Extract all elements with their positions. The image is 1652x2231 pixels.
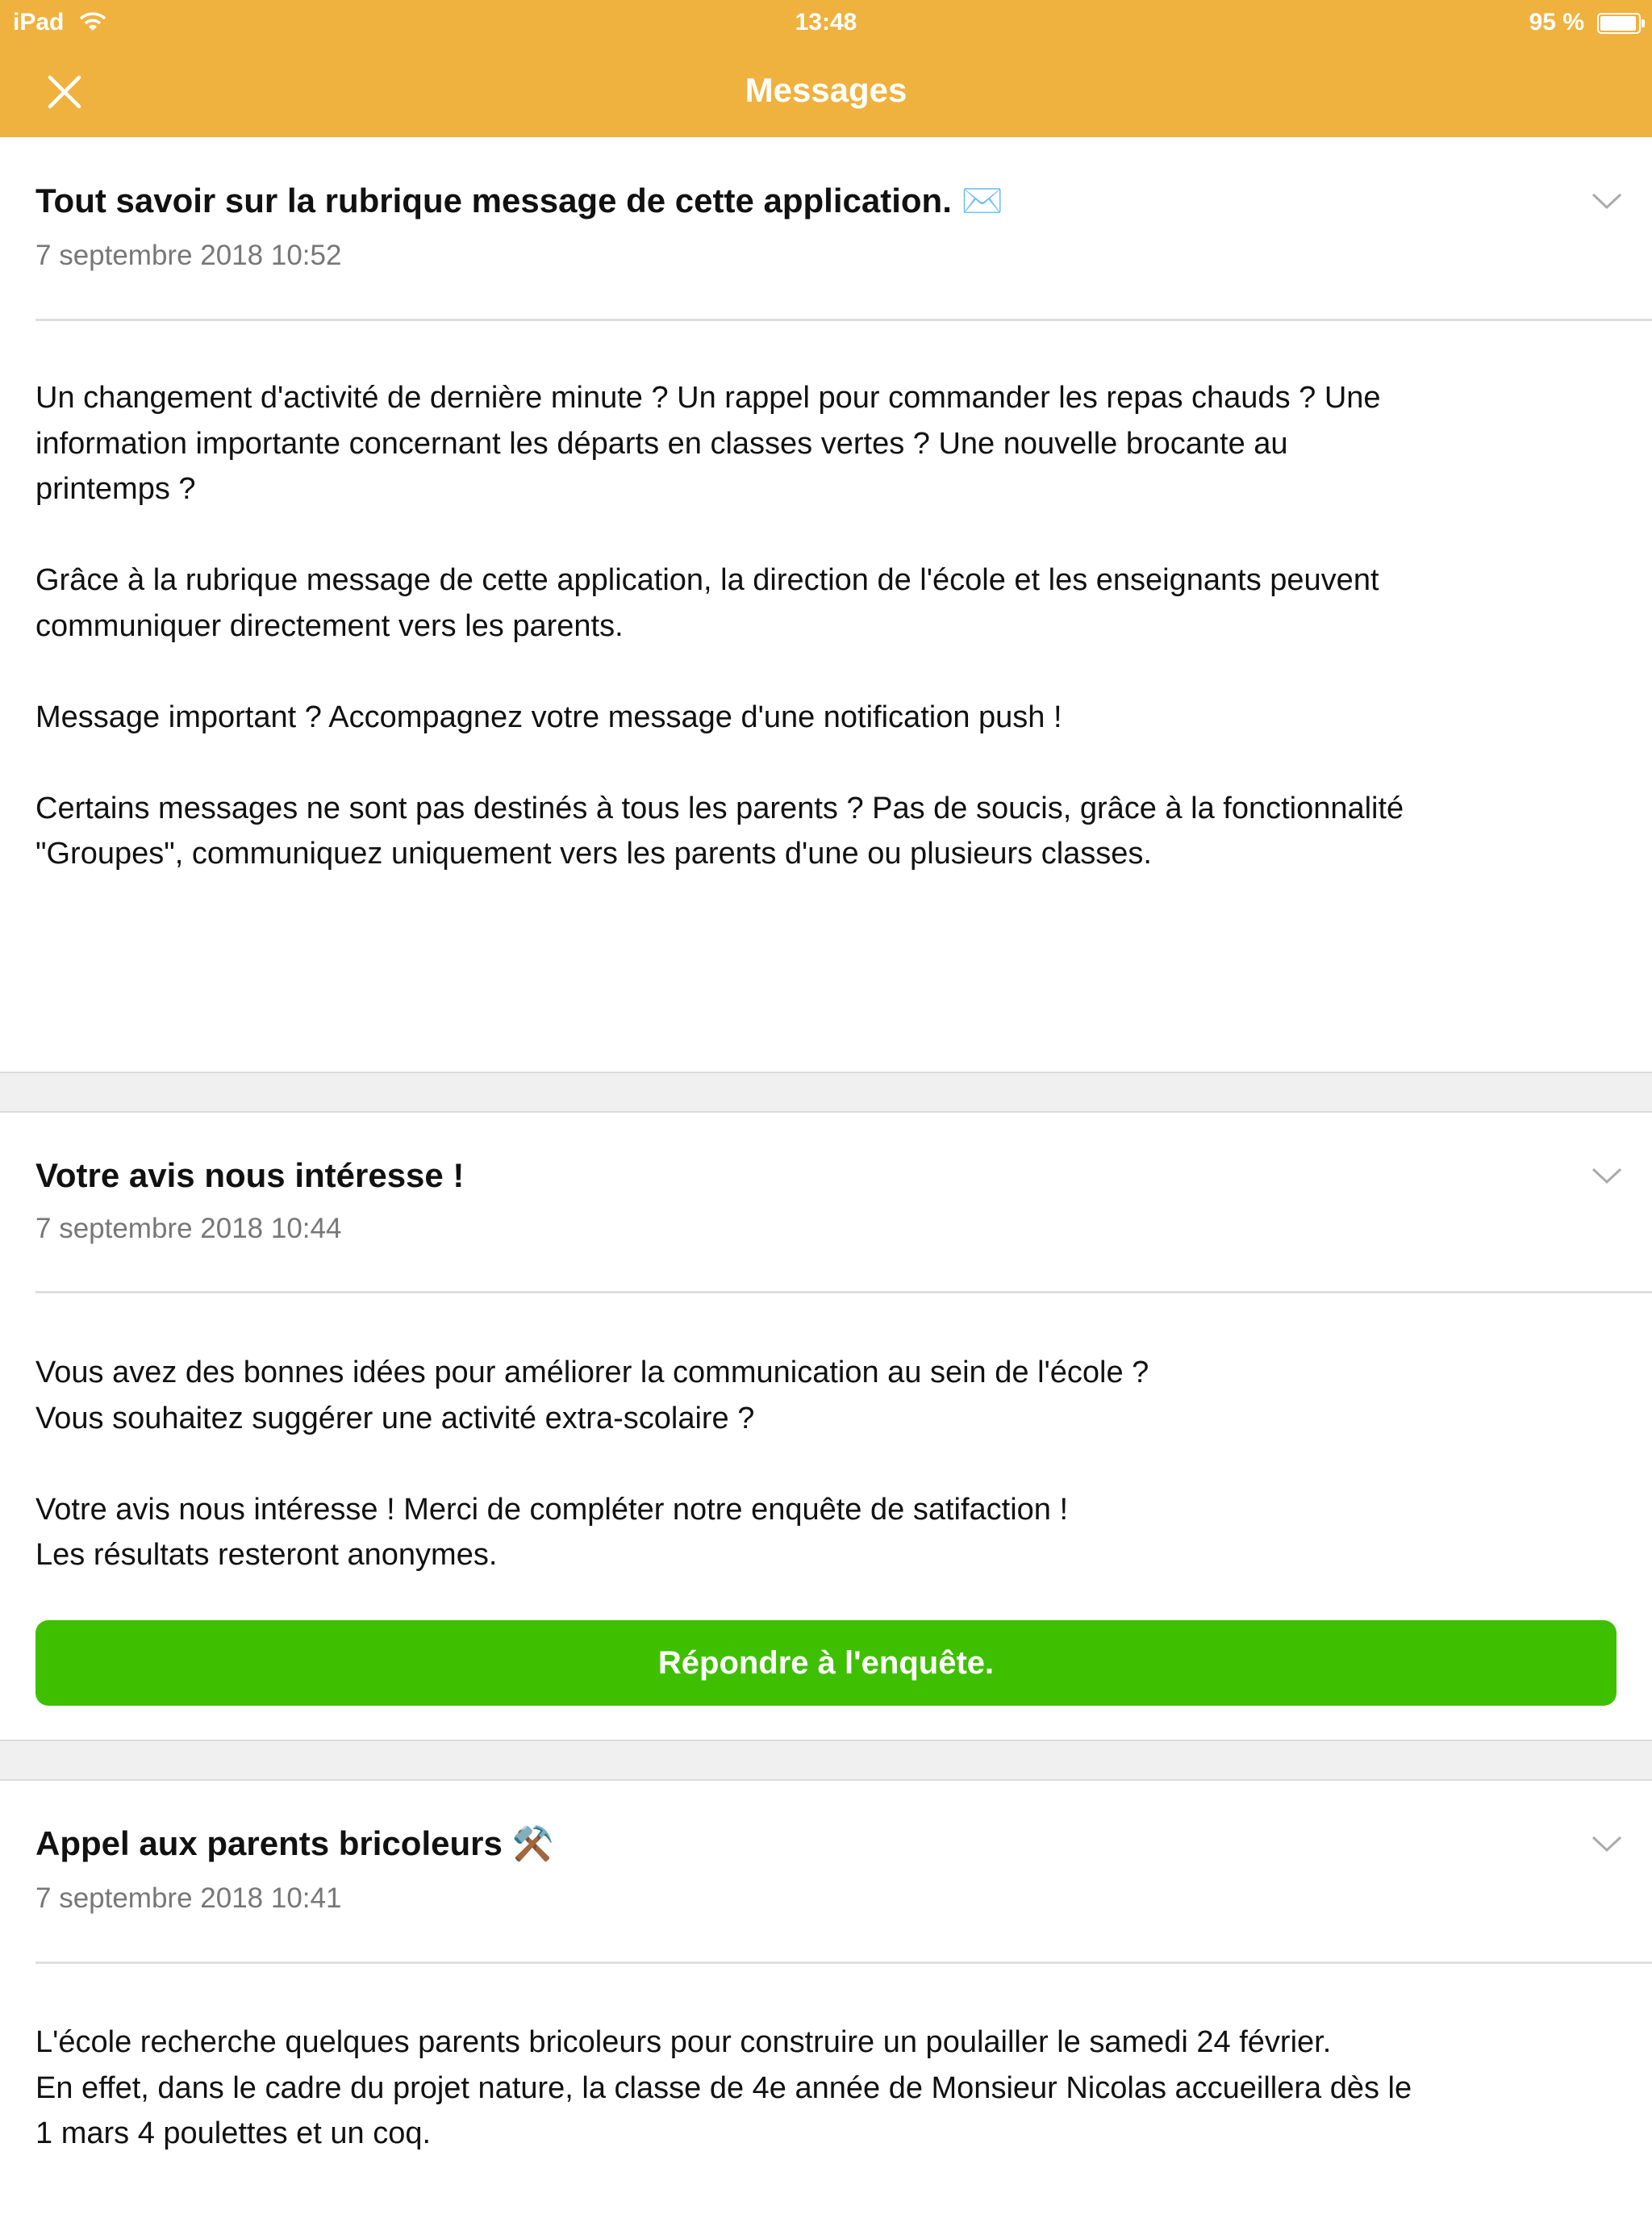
navigation-bar (0, 0, 1652, 139)
status-battery-percent: 95 % (1529, 9, 1584, 36)
message-title (35, 1821, 554, 1866)
survey-button[interactable]: Répondre à l'enquête. (35, 1620, 1617, 1706)
body-line: L'école recherche quelques parents bricoleurs pour construire un poulailler le samedi 24 février. (35, 2025, 1332, 2059)
chevron-down-icon[interactable] (1591, 191, 1623, 211)
body-line: Les résultats resteront anonymes. (35, 1538, 498, 1572)
body-line: Votre avis nous intéresse ! Merci de compléter notre enquête de satifaction ! (35, 1492, 1069, 1527)
body-line: Vous avez des bonnes idées pour améliorer la communication au sein de l'école ? (35, 1356, 1149, 1389)
status-device: iPad (13, 9, 65, 36)
envelope-icon: ✉️ (961, 182, 1003, 219)
body-line: communiquer directement vers les parents. (35, 608, 624, 643)
body-line: information importante concernant les départs en classes vertes ? Une nouvelle brocante au (35, 426, 1288, 461)
body-line: Message important ? Accompagnez votre message d'une notification push ! (35, 700, 1062, 734)
message-card (0, 1779, 1652, 2231)
chevron-down-icon[interactable] (1591, 1166, 1623, 1185)
message-date: 7 septembre 2018 10:41 (35, 1882, 342, 1914)
body-line: Certains messages ne sont pas destinés à tous les parents ? Pas de soucis, grâce à la fonctionnalité (35, 791, 1404, 825)
message-title: Votre avis nous intéresse ! (35, 1156, 465, 1194)
message-body (35, 1350, 1149, 1578)
page-title: Messages (745, 71, 907, 109)
message-title (35, 178, 1003, 224)
battery-icon (1597, 13, 1641, 34)
hammer-pick-icon: ⚒️ (511, 1824, 554, 1862)
divider (35, 1291, 1652, 1293)
chevron-down-icon[interactable] (1591, 1834, 1623, 1853)
body-line: "Groupes", communiquez uniquement vers les parents d'une ou plusieurs classes. (35, 837, 1152, 871)
divider (35, 1962, 1652, 1964)
body-line: Un changement d'activité de dernière minute ? Un rappel pour commander les repas chauds ? Une (35, 381, 1381, 415)
status-time: 13:48 (795, 9, 857, 36)
message-card (0, 1111, 1652, 1741)
body-line: Vous souhaitez suggérer une activité extra-scolaire ? (35, 1401, 755, 1435)
body-line: 1 mars 4 poulettes et un coq. (35, 2116, 432, 2150)
body-line: Grâce à la rubrique message de cette application, la direction de l'école et les enseignants peuvent (35, 563, 1379, 597)
message-body (35, 2020, 1412, 2157)
message-date: 7 septembre 2018 10:52 (35, 240, 342, 271)
message-title-text: Appel aux parents bricoleurs (35, 1824, 503, 1862)
divider (35, 319, 1652, 321)
message-title-text: Tout savoir sur la rubrique message de cette application. (35, 182, 952, 219)
body-line: En effet, dans le cadre du projet nature, la classe de 4e année de Monsieur Nicolas accueillera dès le (35, 2070, 1412, 2105)
message-card (0, 137, 1652, 1073)
message-date: 7 septembre 2018 10:44 (35, 1213, 342, 1244)
body-line: printemps ? (35, 472, 196, 506)
message-body (35, 375, 1404, 877)
